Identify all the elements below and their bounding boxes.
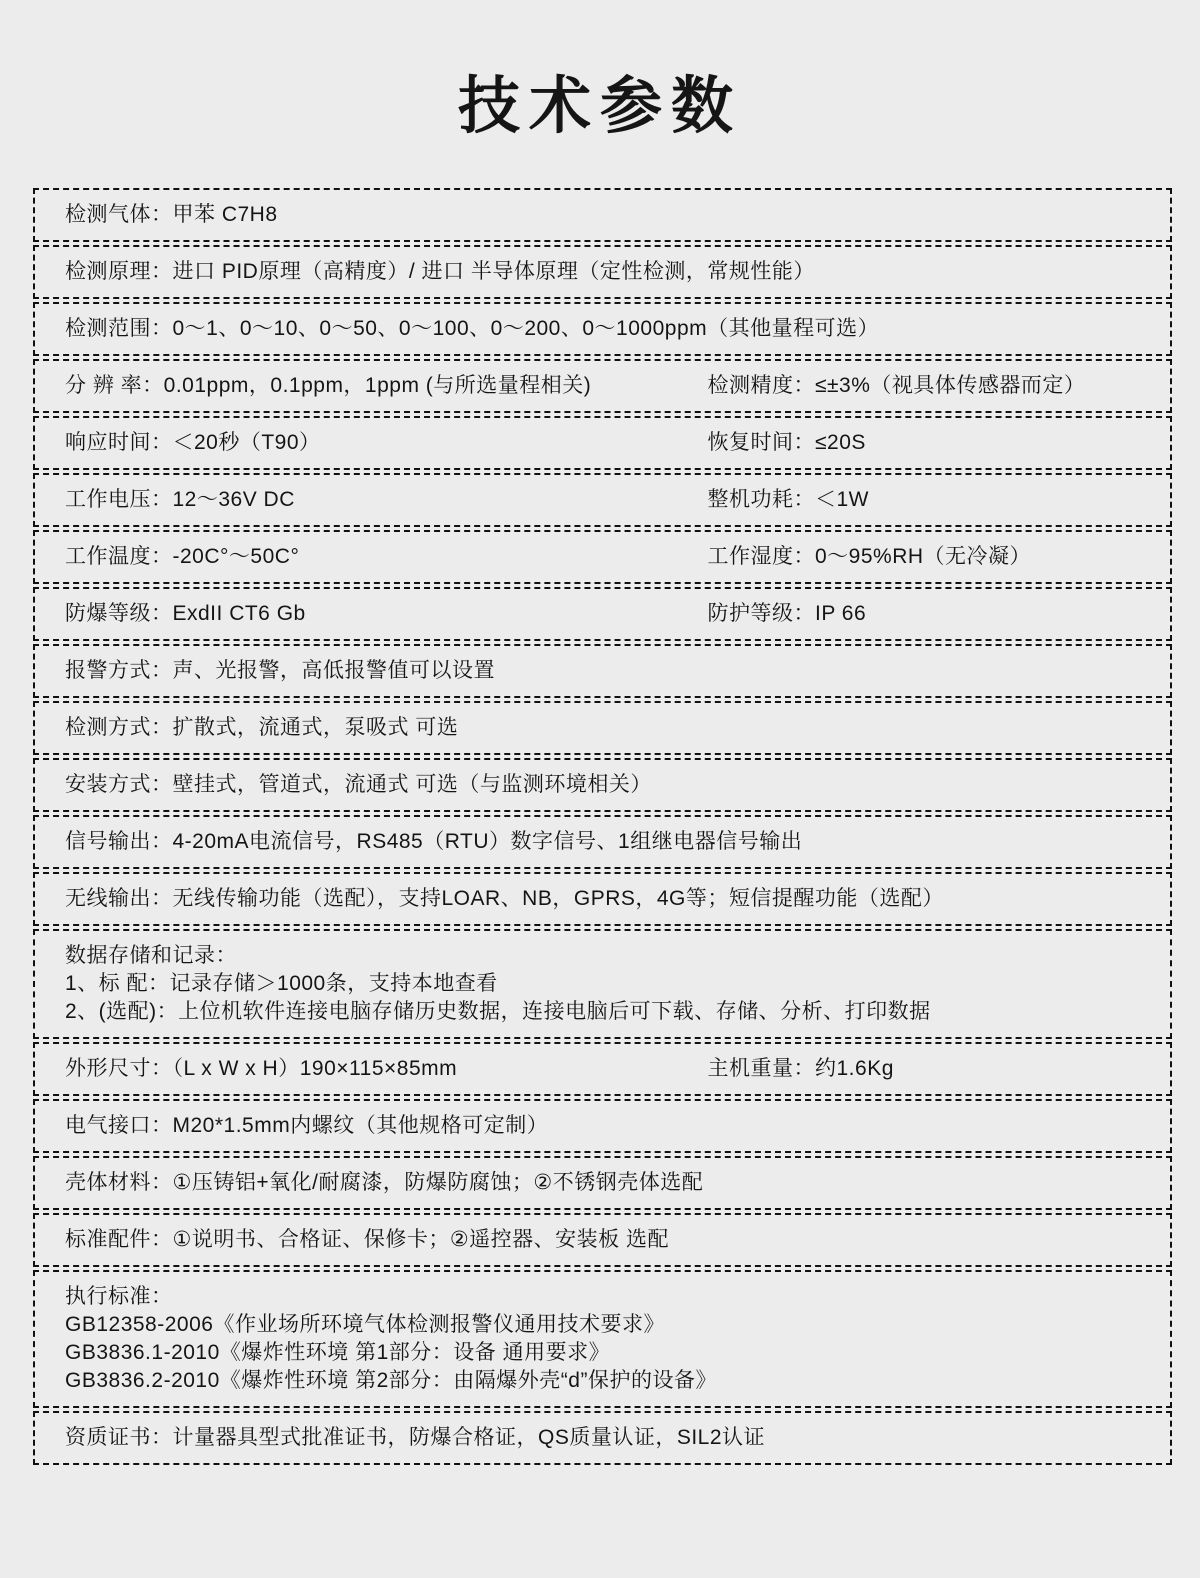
page-title: 技术参数 <box>457 72 742 141</box>
spec-text: 壳体材料：①压铸铝+氧化/耐腐漆，防爆防腐蚀；②不锈钢壳体选配 <box>65 1171 704 1194</box>
spec-row-detection-gas <box>33 188 1172 242</box>
spec-text: 安装方式：壁挂式，管道式，流通式 可选（与监测环境相关） <box>65 773 652 796</box>
spec-row-certificates <box>33 1411 1172 1465</box>
spec-row-wireless-output <box>33 872 1172 926</box>
cell-resolution: 分 辨 率：0.01ppm，0.1ppm，1ppm (与所选量程相关) <box>65 374 592 397</box>
spec-row-resolution-accuracy <box>33 359 1172 413</box>
cell-dimensions: 外形尺寸：（L x W x H）190×115×85mm <box>65 1057 458 1080</box>
standard-gb3836-1: GB3836.1-2010《爆炸性环境 第1部分：设备 通用要求》 <box>65 1341 611 1364</box>
spec-text: 信号输出：4-20mA电流信号，RS485（RTU）数字信号、1组继电器信号输出 <box>65 830 803 853</box>
data-storage-standard: 1、标 配：记录存储＞1000条，支持本地查看 <box>65 972 498 995</box>
cell-power-consumption: 整机功耗：＜1W <box>707 488 869 511</box>
cell-detection-accuracy: 检测精度：≤±3%（视具体传感器而定） <box>707 374 1086 397</box>
data-storage-optional: 2、(选配)：上位机软件连接电脑存储历史数据，连接电脑后可下载、存储、分析、打印数据 <box>65 1000 931 1023</box>
spec-row-alarm-mode <box>33 644 1172 698</box>
spec-row-installation-mode <box>33 758 1172 812</box>
cell-protection-grade: 防护等级：IP 66 <box>707 602 867 625</box>
spec-text: 标准配件：①说明书、合格证、保修卡；②遥控器、安装板 选配 <box>65 1228 669 1251</box>
spec-text: 检测原理：进口 PID原理（高精度）/ 进口 半导体原理（定性检测，常规性能） <box>65 260 815 283</box>
standard-gb12358: GB12358-2006《作业场所环境气体检测报警仪通用技术要求》 <box>65 1313 665 1336</box>
spec-row-executive-standards <box>33 1270 1172 1408</box>
spec-row-dimensions-weight <box>33 1042 1172 1096</box>
cell-working-humidity: 工作湿度：0～95%RH（无冷凝） <box>707 545 1032 568</box>
cell-explosion-proof-grade: 防爆等级：ExdII CT6 Gb <box>65 602 306 625</box>
spec-row-detection-mode <box>33 701 1172 755</box>
spec-table <box>33 188 1172 1465</box>
cell-working-temperature: 工作温度：-20C°～50C° <box>65 545 300 568</box>
spec-text: 检测范围：0～1、0～10、0～50、0～100、0～200、0～1000ppm（其他量程可选） <box>65 317 880 340</box>
standards-heading: 执行标准： <box>65 1285 173 1308</box>
spec-text: 电气接口：M20*1.5mm内螺纹（其他规格可定制） <box>65 1114 549 1137</box>
spec-row-temperature-humidity <box>33 530 1172 584</box>
spec-text: 报警方式：声、光报警，高低报警值可以设置 <box>65 659 495 682</box>
spec-text: 资质证书：计量器具型式批准证书，防爆合格证，QS质量认证，SIL2认证 <box>65 1426 766 1449</box>
spec-text: 检测方式：扩散式，流通式，泵吸式 可选 <box>65 716 459 739</box>
cell-response-time: 响应时间：＜20秒（T90） <box>65 431 321 454</box>
data-storage-heading: 数据存储和记录： <box>65 944 237 967</box>
spec-row-explosion-protection <box>33 587 1172 641</box>
spec-row-voltage-power <box>33 473 1172 527</box>
spec-text: 检测气体：甲苯 C7H8 <box>65 203 278 226</box>
spec-row-standard-accessories <box>33 1213 1172 1267</box>
spec-row-signal-output <box>33 815 1172 869</box>
cell-weight: 主机重量：约1.6Kg <box>707 1057 894 1080</box>
spec-row-response-recovery <box>33 416 1172 470</box>
standard-gb3836-2: GB3836.2-2010《爆炸性环境 第2部分：由隔爆外壳“d”保护的设备》 <box>65 1369 717 1392</box>
cell-working-voltage: 工作电压：12～36V DC <box>65 488 295 511</box>
cell-recovery-time: 恢复时间：≤20S <box>707 431 866 454</box>
spec-row-housing-material <box>33 1156 1172 1210</box>
spec-row-electrical-interface <box>33 1099 1172 1153</box>
spec-row-data-storage <box>33 929 1172 1039</box>
spec-row-detection-principle <box>33 245 1172 299</box>
spec-text: 无线输出：无线传输功能（选配），支持LOAR、NB，GPRS，4G等；短信提醒功能（选配） <box>65 887 944 910</box>
spec-row-detection-range <box>33 302 1172 356</box>
